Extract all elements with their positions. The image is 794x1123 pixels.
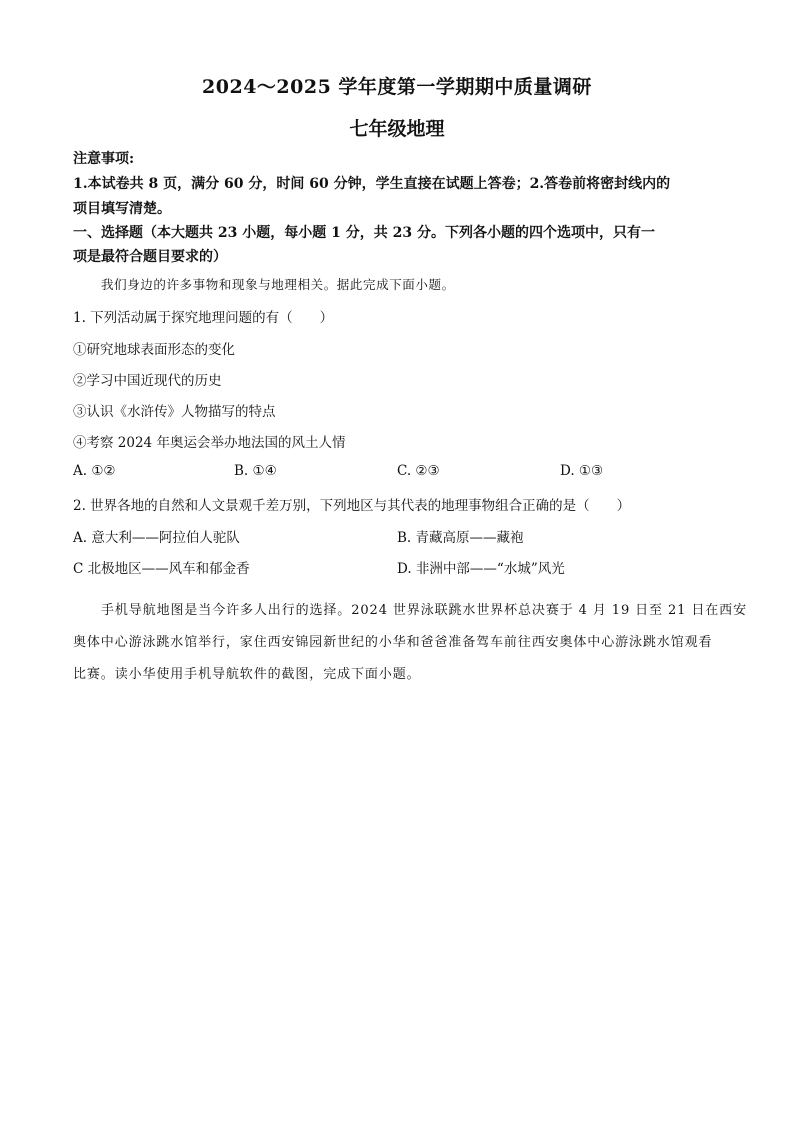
q2-option-b: B. 青藏高原——藏袍 — [397, 530, 524, 546]
group1-intro: 我们身边的许多事物和现象与地理相关。据此完成下面小题。 — [101, 277, 455, 292]
q2-stem: 2. 世界各地的自然和人文景观千差万别，下列地区与其代表的地理事物组合正确的是（ ） — [73, 498, 631, 514]
q1-item-4: ④考察 2024 年奥运会举办地法国的风土人情 — [73, 435, 346, 451]
notice-heading: 注意事项: — [73, 151, 135, 167]
group2-line-3: 比赛。读小华使用手机导航软件的截图，完成下面小题。 — [73, 667, 421, 682]
q1-option-d: D. ①③ — [560, 463, 604, 479]
notice-line-2: 项目填写清楚。 — [73, 201, 171, 217]
section1-line-2: 项是最符合题目要求的） — [73, 249, 227, 265]
exam-title: 2024～2025 学年度第一学期期中质量调研 — [202, 76, 592, 98]
q2-option-a: A. 意大利——阿拉伯人驼队 — [73, 530, 240, 546]
section1-line-1: 一、选择题（本大题共 23 小题，每小题 1 分，共 23 分。下列各小题的四个选项中，只有一 — [73, 225, 655, 241]
q2-option-c: C 北极地区——风车和郁金香 — [73, 561, 250, 577]
q1-item-3: ③认识《水浒传》人物描写的特点 — [73, 404, 276, 420]
q1-item-2: ②学习中国近现代的历史 — [73, 373, 222, 389]
q1-option-a: A. ①② — [73, 463, 116, 479]
group2-line-1: 手机导航地图是当今许多人出行的选择。2024 世界泳联跳水世界杯总决赛于 4 月 19 日至 21 日在西安 — [101, 603, 747, 618]
q1-item-1: ①研究地球表面形态的变化 — [73, 342, 235, 358]
notice-line-1: 1.本试卷共 8 页，满分 60 分，时间 60 分钟，学生直接在试题上答卷；2.答卷前将密封线内的 — [73, 176, 671, 192]
group2-line-2: 奥体中心游泳跳水馆举行，家住西安锦园新世纪的小华和爸爸准备驾车前往西安奥体中心游泳跳水馆观看 — [73, 635, 713, 650]
exam-subtitle: 七年级地理 — [349, 118, 445, 140]
q1-option-c: C. ②③ — [397, 463, 440, 479]
q1-option-b: B. ①④ — [234, 463, 277, 479]
q2-option-d: D. 非洲中部——“水城”风光 — [397, 561, 565, 577]
q1-stem: 1. 下列活动属于探究地理问题的有（ ） — [73, 310, 334, 326]
